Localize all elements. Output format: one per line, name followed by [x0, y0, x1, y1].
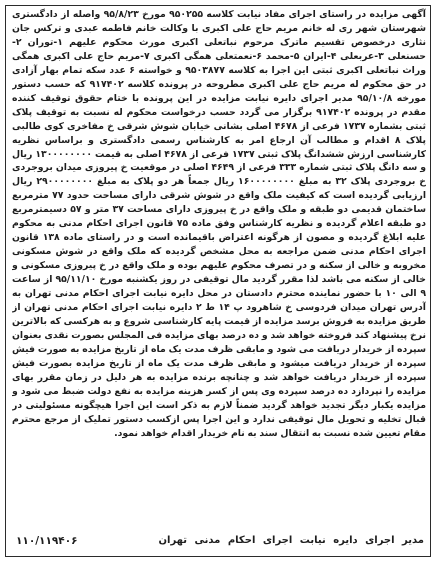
notice-reference-number: ۱۱۰/۱۱۹۴۰۶ — [16, 535, 78, 547]
notice-footer — [12, 534, 426, 552]
issuer-signature: مدیر اجرای دایره نیابت اجرای احکام مدنی تهران — [158, 535, 424, 546]
auction-notice-text: آگهی مزایده در راستای اجرای مفاد نیابت کلاسه ۹۵۰۲۵۵ مورخ ۹۵/۸/۲۳ واصله از دادگستری شهرستان شهر ری له خانم مریم حاج علی اکبری با وکالت خانم فاطمه عبدی و ترکس جان نثاری درخصوص تقسیم ماترک مرحوم نباتعلی اکبری مورث محکوم علیهم ۱-توران ۲-حسنعلی ۳-عربعلی ۴-ایران ۵-محمد ۶-نعمتعلی همگی اکبری ۷-مریم حاج علی اکبری همگی وراث نباتعلی اکبری ثبتی این اجرا به کلاسه ۹۵۰۳۸۷۷ و خواسته ۶ عدد سکه تمام بهار آزادی در حق محکوم له مریم حاج علی اکبری مطروحه در پرونده کلاسه ۹۱۷۴۰۲ که حسب دستور مورخه ۹۵/۱۰/۸ مدیر اجرای دایره نیابت مزایده در این پرونده با ختام حقوق توقیف کننده مقدم در پرونده ۹۱۷۴۰۲ برگزار می گردد حسب درخواست محکوم له نسبت به توقیف پلاک ثبتی بشماره ۱۷۳۷ فرعی از ۴۶۷۸ اصلی بشانی خیابان شوش شرقی خ مفاخری کوی طالبی پلاک ۸ اقدام و مطالب آن ارجاع امر به کارشناس رسمی دادگستری و براساس نظریه کارشناسی ارزش ششدانگ پلاک ثبتی ۱۷۳۷ فرعی از ۴۶۷۸ اصلی به قیمت ۱۳۰۰۰۰۰۰۰۰ ریال و سه دانگ پلاک ثبتی شماره ۳۳۳ فرعی از ۴۶۴۹ اصلی در موقعیت خ پیروزی میدان بروجردی خ بروجردی پلاک ۳۲ به مبلغ ۱۶۰۰۰۰۰۰۰۰ ریال جمعاً هر دو پلاک به مبلغ ۲۹۰۰۰۰۰۰۰۰ ریال ارزیابی گردیده است که کیفیت ملک واقع در شوش شرقی دارای مساحت حدود ۷۷ مترمربع ساختمان قدیمی دو طبقه و ملک واقع در خ پیروزی دارای مساحت ۳۷ متر و ۵۷ دسیمترمربع دو طبقه اعلام گردیده و نظریه کارشناس وفق ماده ۷۵ قانون اجرای احکام مدنی به محکوم علیه ابلاغ گردیده و مصون از هرگونه اعتراض باقیمانده است و در راستای ماده ۱۳۸ قانون اجرای احکام مدنی ضمن مراجعه به محل مشخص گردیده که ملک واقع در شوش مسکونی مخروبه و خالی از سکنه و در تصرف محکوم علیهم بوده و ملک واقع در خ پیروزی مسکونی و خالی از سکنه می باشد لذا مقرر گردید مال توقیفی در روز یکشنبه مورخ ۹۵/۱۱/۱۰ از ساعت ۹ الی ۱۰ با حضور نماینده محترم دادستان در محل دایره نیابت اجرای احکام مدنی تهران به آدرس تهران میدان فردوسی خ شاهرود پ ۱۴ ط ۲ دایره نیابت اجرای احکام مدنی تهران از طریق مزایده به فروش برسد مزایده از قیمت پایه کارشناسی شروع و به هرکسی که بالاترین نرخ پیشنهاد کند فروخته خواهد شد و ده درصد بهای مزایده فی المجلس بصورت نقدی بعنوان سپرده از خریدار دریافت می شود و مابقی ظرف مدت یک ماه از تاریخ مزایده به صورت فیش سپرده از خریدار دریافت میشود و مابقی ظرف مدت یک ماه از تاریخ مزایده بصورت فیش سپرده از خریدار دریافت خواهد شد و چنانچه برنده مزایده به هر دلیل در زمان مقرر بهای مزایده را نپردازد ده درصد سپرده وی پس از کسر هزینه مزایده به نفع دولت ضبط می شود و مزایده یکبار دیگر تجدید خواهد گردید ضمناً لازم به ذکر است این اجرا هیچگونه مسئولیتی در قبال تخلیه و تحویل مال توقیفی ندارد و این اجرا پس ازکسب دستور تملیک از مرجع محترم مقام تعیین شده نسبت به انتقال سند به نام خریدار اقدام خواهد نمود. — [12, 9, 426, 439]
